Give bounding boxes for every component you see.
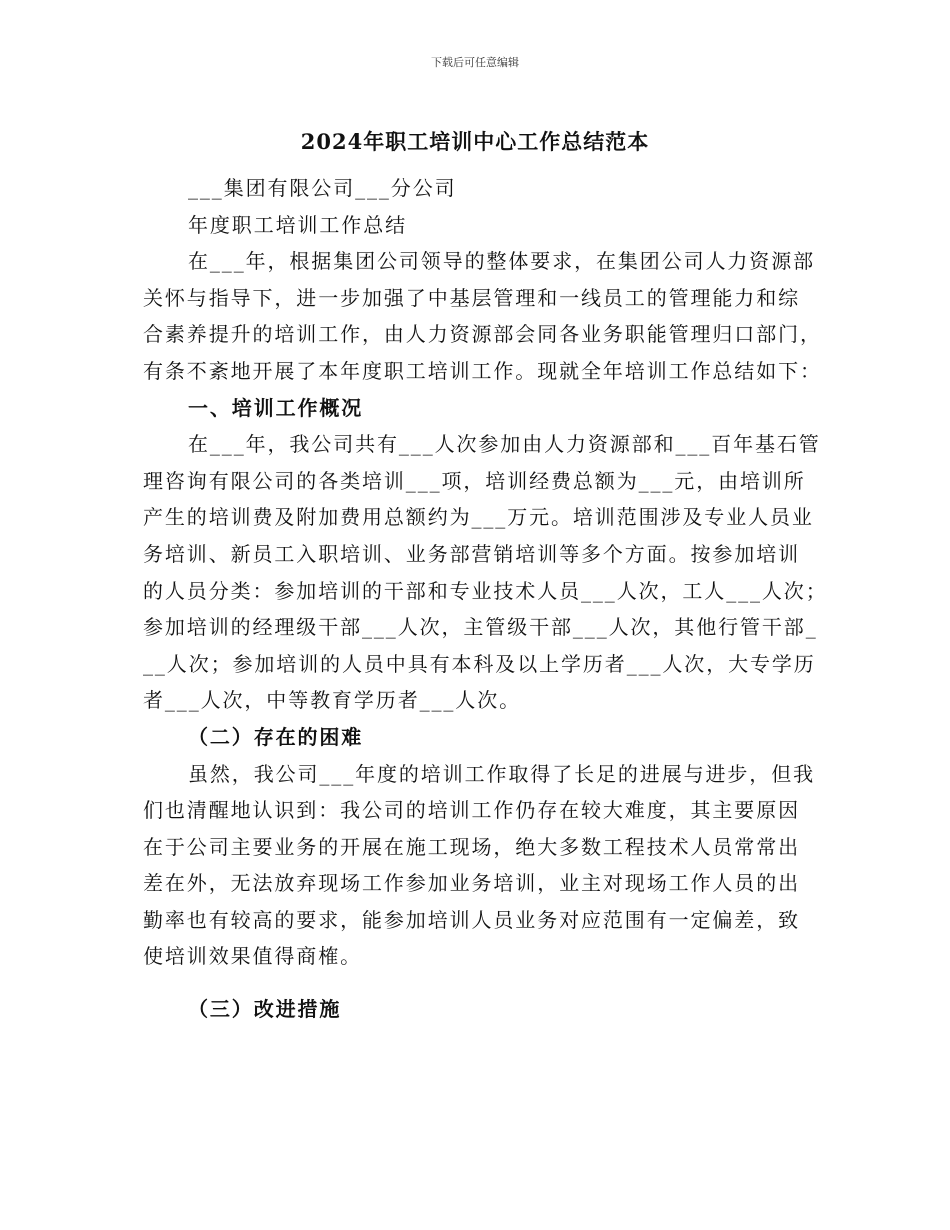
paragraph-line: 虽然，我公司___年度的培训工作取得了长足的进展与进步，但我: [188, 761, 815, 786]
company-line: ___集团有限公司___分公司: [188, 176, 457, 200]
paragraph-line: 务培训、新员工入职培训、业务部营销培训等多个方面。按参加培训: [143, 541, 800, 566]
document-title: 2024年职工培训中心工作总结范本: [300, 129, 650, 154]
paragraph-line: __人次；参加培训的人员中具有本科及以上学历者___人次，大专学历: [143, 651, 816, 676]
header-note: 下载后可任意编辑: [431, 56, 519, 69]
section-heading: （三）改进措施: [188, 997, 342, 1022]
paragraph-line: 们也清醒地认识到：我公司的培训工作仍存在较大难度，其主要原因: [143, 798, 800, 823]
paragraph-line: 使培训效果值得商榷。: [143, 944, 362, 969]
paragraph-line: 合素养提升的培训工作，由人力资源部会同各业务职能管理归口部门，: [143, 322, 822, 347]
section2-paragraph: [143, 756, 823, 976]
section-heading: （二）存在的困难: [188, 724, 364, 749]
paragraph-line: 在___年，我公司共有___人次参加由人力资源部和___百年基石管: [188, 432, 821, 457]
paragraph-line: 理咨询有限公司的各类培训___项，培训经费总额为___元，由培训所: [143, 468, 806, 493]
paragraph-line: 在于公司主要业务的开展在施工现场，绝大多数工程技术人员常常出: [143, 834, 800, 859]
paragraph-line: 有条不紊地开展了本年度职工培训工作。现就全年培训工作总结如下：: [143, 358, 822, 383]
paragraph-line: 产生的培训费及附加费用总额约为___万元。培训范围涉及专业人员业: [143, 505, 814, 530]
section1-paragraph: [143, 426, 828, 719]
section-heading: 一、培训工作概况: [188, 395, 364, 420]
spacer: [143, 975, 823, 991]
paragraph-line: 差在外，无法放弃现场工作参加业务培训，业主对现场工作人员的出: [143, 871, 800, 896]
intro-paragraph: [143, 243, 823, 389]
paragraph-line: 勤率也有较高的要求，能参加培训人员业务对应范围有一定偏差，致: [143, 907, 800, 932]
subtitle: 年度职工培训工作总结: [188, 212, 407, 237]
paragraph-line: 在___年，根据集团公司领导的整体要求，在集团公司人力资源部: [188, 249, 815, 274]
paragraph-line: 者___人次，中等教育学历者___人次。: [143, 688, 521, 713]
document-body: [143, 170, 828, 1028]
paragraph-line: 关怀与指导下，进一步加强了中基层管理和一线员工的管理能力和综: [143, 285, 800, 310]
paragraph-line: 参加培训的经理级干部___人次，主管级干部___人次，其他行管干部_: [143, 615, 818, 640]
paragraph-line: 的人员分类：参加培训的干部和专业技术人员___人次，工人___人次；: [143, 578, 828, 603]
